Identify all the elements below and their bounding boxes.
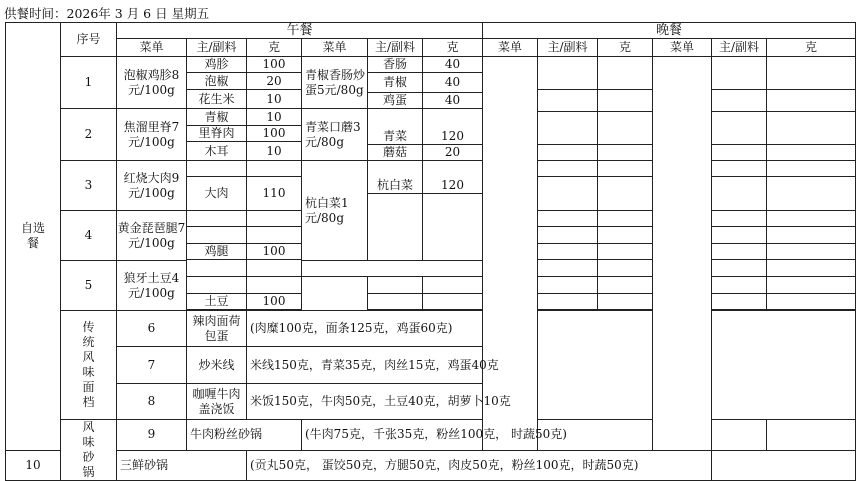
ingredient-header: 主/副料	[712, 39, 767, 57]
dinner-gram-cell	[598, 112, 653, 145]
dinner-gram-cell	[767, 112, 856, 145]
ingredient-cell: 里脊肉	[187, 126, 247, 142]
gram-cell	[247, 211, 302, 227]
dish-cell: 青菜口蘑3元/80g	[302, 109, 368, 161]
dish-cell: 牛肉粉丝砂锅	[187, 420, 302, 451]
dinner-gram-cell	[767, 227, 856, 244]
dinner-gram-cell	[767, 277, 856, 294]
dinner-gram-cell	[598, 145, 653, 161]
ingredient-cell: 青椒	[187, 109, 247, 126]
seq-header: 序号	[61, 23, 117, 57]
ingredient-cell: 木耳	[187, 142, 247, 161]
ingredient-cell	[187, 277, 247, 294]
dinner-ingredient-cell	[538, 57, 598, 90]
seq-cell: 6	[117, 311, 187, 347]
ingredient-cell	[368, 277, 423, 294]
ingredient-cell	[187, 260, 247, 277]
dish-cell	[302, 277, 368, 311]
ingredient-cell	[187, 227, 247, 244]
ingredient-cell: 花生米	[187, 90, 247, 109]
dinner-ingredient-cell	[712, 277, 767, 294]
dinner-gram-cell	[598, 57, 653, 90]
dinner-gram-cell	[598, 244, 653, 260]
dinner-ingredient-cell	[712, 112, 767, 145]
dish-cell: 咖喱牛肉盖浇饭	[187, 384, 247, 420]
ingredient-cell: 鸡腿	[187, 244, 247, 260]
gram-cell: 100	[247, 294, 302, 310]
dinner-ingredient-cell	[538, 90, 598, 112]
dinner-ingredient-cell	[538, 227, 598, 244]
dish-header: 菜单	[653, 39, 712, 57]
gram-cell: 10	[247, 90, 302, 109]
seq-cell: 8	[117, 384, 187, 420]
ingredient-cell	[368, 294, 423, 310]
dinner-gram-cell	[767, 145, 856, 161]
dinner-gram-cell	[767, 90, 856, 112]
dinner-ingredient-cell	[538, 244, 598, 260]
blank-cell	[767, 420, 856, 451]
dinner-ingredient-cell	[538, 294, 598, 310]
gram-header: 克	[598, 39, 653, 57]
dinner-ingredient-cell	[538, 161, 598, 177]
gram-cell: 20	[423, 145, 483, 161]
gram-cell	[247, 260, 302, 277]
gram-cell: 10	[247, 142, 302, 161]
ingredient-cell: 青椒	[368, 73, 423, 93]
ingredient-cell: 青菜	[368, 109, 423, 145]
gram-cell: 10	[247, 109, 302, 126]
dinner-ingredient-cell	[712, 90, 767, 112]
dish-cell: 焦溜里脊7元/100g	[117, 109, 187, 161]
seq-cell: 3	[61, 161, 117, 211]
ingredient-cell: 香肠	[368, 57, 423, 73]
dinner-ingredient-cell	[712, 227, 767, 244]
gram-cell: 40	[423, 73, 483, 93]
ingredient-cell: 鸡胗	[187, 57, 247, 73]
gram-cell: 120	[423, 109, 483, 145]
seq-cell: 2	[61, 109, 117, 161]
dinner-gram-cell	[598, 161, 653, 177]
gram-header: 克	[247, 39, 302, 57]
blank-cell	[538, 311, 856, 420]
dish-cell: 三鲜砂锅	[117, 450, 247, 481]
gram-cell: 120	[423, 161, 483, 194]
seq-cell: 1	[61, 57, 117, 109]
dinner-gram-cell	[767, 177, 856, 211]
gram-cell	[423, 294, 483, 310]
detail-cell: 米线150克，青菜35克，肉丝15克，鸡蛋40克	[247, 347, 538, 384]
dinner-gram-cell	[767, 211, 856, 227]
seq-cell: 7	[117, 347, 187, 384]
dinner-gram-cell	[598, 294, 653, 310]
dinner-gram-cell	[598, 177, 653, 211]
gram-cell: 100	[247, 244, 302, 260]
dinner-gram-cell	[598, 90, 653, 112]
dinner-ingredient-cell	[712, 260, 767, 277]
ingredient-cell	[187, 211, 247, 227]
dinner-ingredient-cell	[538, 211, 598, 227]
gram-header: 克	[767, 39, 856, 57]
dish-cell: 黄金琵琶腿7元/100g	[117, 211, 187, 261]
dish-cell: 青椒香肠炒蛋5元/80g	[302, 57, 368, 109]
dinner-gram-cell	[598, 227, 653, 244]
gram-cell: 100	[247, 57, 302, 73]
ingredient-cell	[368, 194, 423, 261]
dinner-header: 晚餐	[483, 23, 856, 39]
dinner-ingredient-cell	[538, 112, 598, 145]
dinner-ingredient-cell	[538, 177, 598, 211]
ingredient-header: 主/副料	[538, 39, 598, 57]
dinner-ingredient-cell	[538, 277, 598, 294]
seq-cell: 10	[6, 450, 61, 481]
dinner-ingredient-cell	[712, 57, 767, 90]
dinner-ingredient-cell	[712, 161, 767, 177]
gram-cell	[423, 194, 483, 261]
dish-cell: 红烧大肉9元/100g	[117, 161, 187, 211]
dinner-gram-cell	[598, 211, 653, 227]
dish-cell: 炒米线	[187, 347, 247, 384]
dish-cell: 狼牙土豆4元/100g	[117, 261, 187, 311]
dinner-gram-cell	[598, 260, 653, 277]
dinner-ingredient-cell	[538, 260, 598, 277]
blank-cell	[712, 450, 856, 481]
menu-table	[5, 22, 856, 481]
gram-cell	[247, 227, 302, 244]
gram-cell	[423, 277, 483, 294]
gram-header: 克	[423, 39, 483, 57]
ingredient-cell: 蘑菇	[368, 145, 423, 161]
dish-cell: 杭白菜1元/80g	[302, 161, 368, 261]
section-claypot: 风味砂锅	[61, 420, 117, 481]
seq-cell: 4	[61, 211, 117, 261]
detail-cell: 米饭150克，牛肉50克，土豆40克，胡萝卜10克	[247, 384, 538, 420]
dinner-ingredient-cell	[712, 211, 767, 227]
ingredient-header: 主/副料	[187, 39, 247, 57]
dinner-ingredient-cell	[538, 145, 598, 161]
dish-cell: 泡椒鸡胗8元/100g	[117, 57, 187, 109]
ingredient-cell: 杭白菜	[368, 161, 423, 194]
ingredient-cell: 鸡蛋	[368, 93, 423, 109]
gram-cell	[247, 161, 302, 177]
dinner-gram-cell	[767, 294, 856, 310]
dinner-ingredient-cell	[712, 244, 767, 260]
dinner-ingredient-cell	[712, 177, 767, 211]
dish-header: 菜单	[117, 39, 187, 57]
lunch-header: 午餐	[117, 23, 483, 39]
detail-cell: (贡丸50克， 蛋饺50克，方腿50克，肉皮50克，粉丝100克，时蔬50克)	[247, 450, 712, 481]
seq-cell: 5	[61, 261, 117, 311]
gram-cell: 110	[247, 177, 302, 211]
dish-cell: 辣肉面荷包蛋	[187, 311, 247, 347]
dinner-gram-cell	[598, 277, 653, 294]
gram-cell	[247, 277, 302, 294]
ingredient-header: 主/副料	[368, 39, 423, 57]
ingredient-cell: 大肉	[187, 177, 247, 211]
gram-cell: 100	[247, 126, 302, 142]
ingredient-cell	[187, 161, 247, 177]
dinner-gram-cell	[767, 244, 856, 260]
dinner-gram-cell	[767, 57, 856, 90]
detail-cell: (肉糜100克，面条125克，鸡蛋60克)	[247, 311, 538, 347]
dinner-ingredient-cell	[712, 145, 767, 161]
dish-header: 菜单	[302, 39, 368, 57]
gram-cell: 40	[423, 93, 483, 109]
ingredient-cell: 土豆	[187, 294, 247, 310]
ingredient-cell: 泡椒	[187, 73, 247, 90]
detail-cell: (牛肉75克，千张35克，粉丝100克， 时蔬50克)	[302, 420, 767, 451]
section-self-select: 自选餐	[6, 23, 61, 451]
gram-cell: 20	[247, 73, 302, 90]
dish-header: 菜单	[483, 39, 538, 57]
gram-cell: 40	[423, 57, 483, 73]
service-date-header: 供餐时间：2026年 3 月 6 日 星期五	[4, 6, 210, 21]
section-noodles: 传统风味面档	[61, 311, 117, 420]
dinner-gram-cell	[767, 260, 856, 277]
dinner-gram-cell	[767, 161, 856, 177]
dinner-ingredient-cell	[712, 294, 767, 310]
seq-cell: 9	[117, 420, 187, 451]
